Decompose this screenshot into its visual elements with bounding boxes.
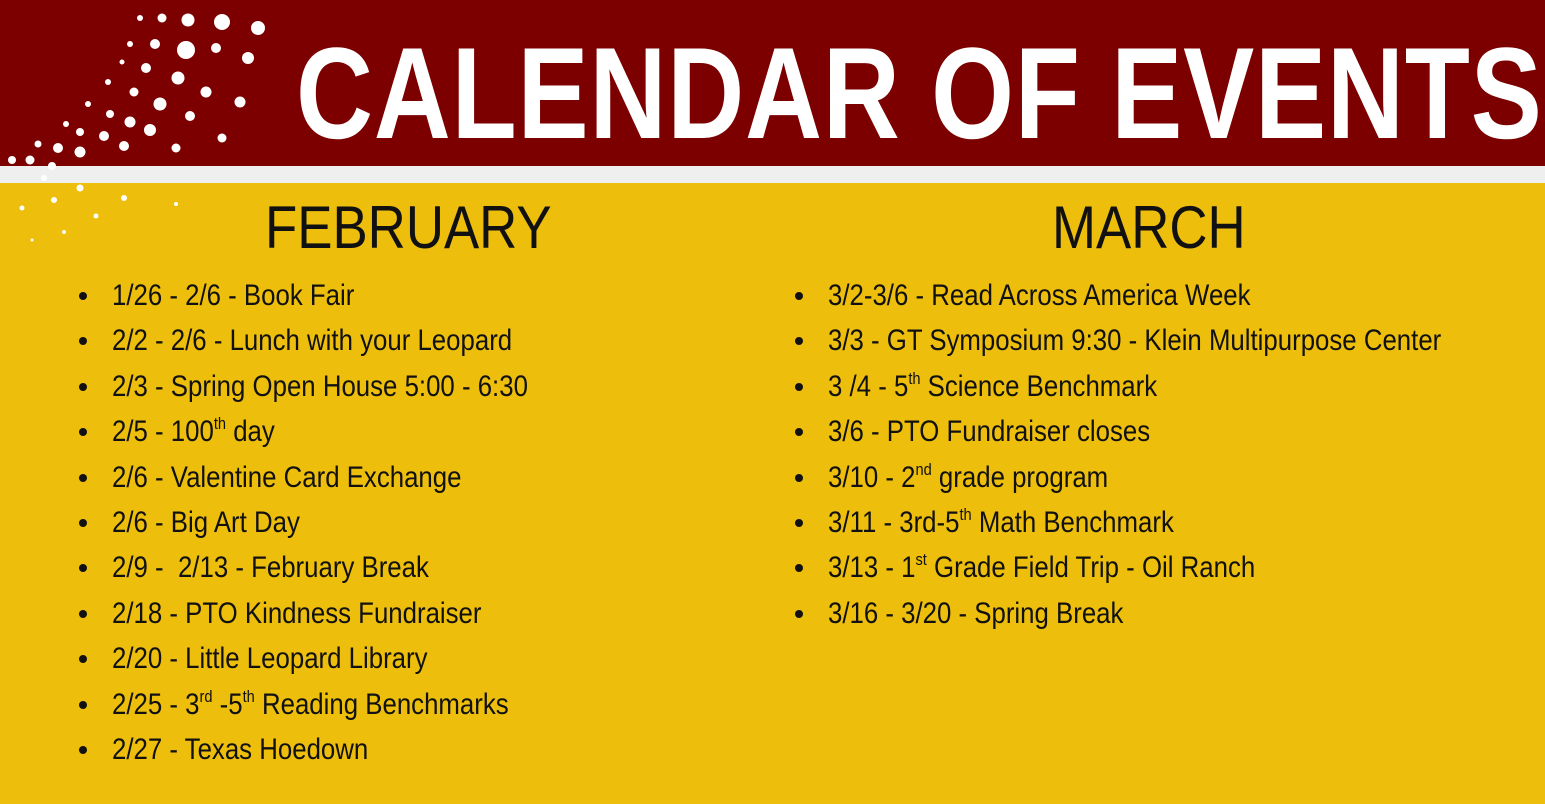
event-text-part: Math Benchmark: [971, 505, 1174, 539]
event-text: [828, 364, 1157, 409]
ordinal-suffix: th: [959, 504, 972, 524]
list-item: [792, 318, 1537, 363]
event-text: 3/2-3/6 - Read Across America Week: [828, 279, 1251, 312]
february-heading: FEBRUARY: [265, 194, 552, 261]
dots-decoration-icon: [0, 0, 300, 260]
page-title: CALENDAR OF EVENTS: [296, 20, 1543, 166]
event-text-part: -5: [212, 687, 243, 721]
list-item: [792, 273, 1537, 318]
event-text: [112, 682, 509, 727]
ordinal-suffix: st: [915, 550, 927, 570]
event-text-part: 3 /4 - 5: [828, 369, 909, 403]
list-item: [792, 364, 1537, 409]
ordinal-suffix: th: [242, 686, 255, 706]
ordinal-suffix: nd: [915, 459, 932, 479]
list-item: [76, 727, 756, 772]
event-text: [828, 500, 1174, 545]
event-text-part: Reading Benchmarks: [254, 687, 509, 721]
march-event-list: [792, 273, 1537, 636]
event-text: 2/3 - Spring Open House 5:00 - 6:30: [112, 369, 528, 403]
event-text-part: 2/5 - 100: [112, 415, 214, 449]
list-item: [792, 455, 1537, 500]
ordinal-suffix: th: [213, 414, 227, 434]
event-text: 2/6 - Valentine Card Exchange: [112, 460, 462, 494]
event-text: 2/18 - PTO Kindness Fundraiser: [112, 596, 482, 630]
march-heading: MARCH: [1052, 194, 1246, 261]
ordinal-suffix: th: [908, 368, 921, 388]
list-item: [792, 409, 1537, 454]
list-item: [76, 409, 756, 454]
february-event-list: [76, 273, 756, 772]
event-text: 3/6 - PTO Fundraiser closes: [828, 415, 1151, 449]
list-item: [792, 545, 1537, 590]
list-item: [792, 500, 1537, 545]
event-text: [828, 545, 1255, 590]
list-item: [76, 591, 756, 636]
event-text: 2/27 - Texas Hoedown: [112, 732, 369, 766]
list-item: [76, 636, 756, 681]
event-text: 3/3 - GT Symposium 9:30 - Klein Multipurpose Center: [828, 324, 1442, 358]
event-text-part: day: [226, 415, 275, 449]
event-text: [112, 409, 275, 454]
event-text: 2/9 - 2/13 - February Break: [112, 551, 429, 585]
event-text: 3/16 - 3/20 - Spring Break: [828, 596, 1124, 630]
list-item: [76, 455, 756, 500]
event-text-part: grade program: [931, 460, 1109, 494]
event-text-part: 3/10 - 2: [828, 460, 916, 494]
event-text-part: Grade Field Trip - Oil Ranch: [926, 551, 1256, 585]
event-text: 2/6 - Big Art Day: [112, 505, 300, 539]
event-text-part: 2/25 - 3: [112, 687, 200, 721]
list-item: [76, 500, 756, 545]
list-item: [76, 682, 756, 727]
event-text: [828, 455, 1108, 500]
event-text: 2/20 - Little Leopard Library: [112, 642, 428, 676]
list-item: [792, 591, 1537, 636]
list-item: [76, 364, 756, 409]
event-text: 1/26 - 2/6 - Book Fair: [112, 279, 355, 312]
ordinal-suffix: rd: [199, 686, 213, 706]
list-item: [76, 273, 756, 318]
event-text-part: 3/11 - 3rd-5: [828, 505, 960, 539]
list-item: [76, 318, 756, 363]
list-item: [76, 545, 756, 590]
event-text-part: Science Benchmark: [920, 369, 1158, 403]
event-text-part: 3/13 - 1: [828, 551, 916, 585]
event-text: 2/2 - 2/6 - Lunch with your Leopard: [112, 324, 513, 358]
